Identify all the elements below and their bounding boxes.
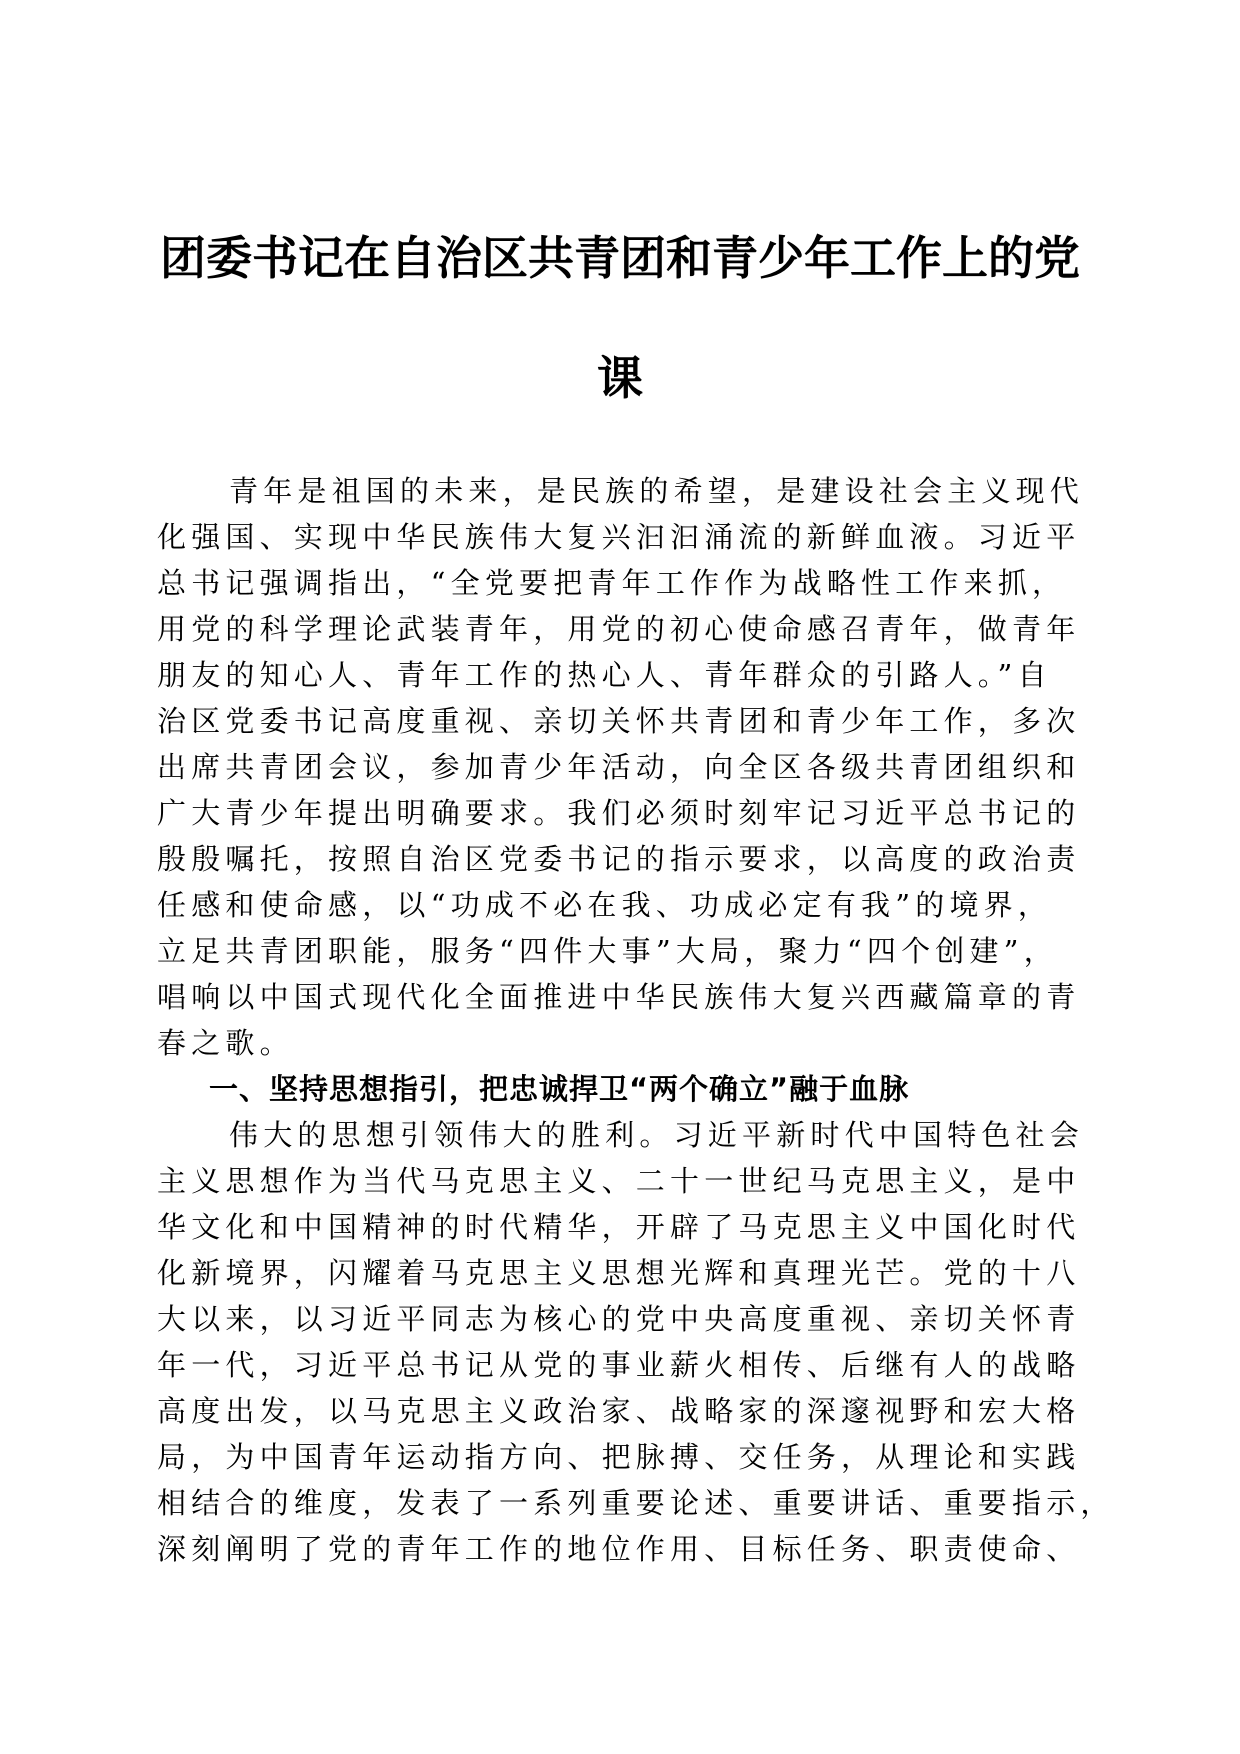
paragraph-line: 相结合的维度，发表了一系列重要论述、重要讲话、重要指示，	[157, 1486, 1115, 1520]
paragraph-line: 化强国、实现中华民族伟大复兴汩汩涌流的新鲜血液。习近平	[157, 520, 1081, 554]
paragraph-line: 朋友的知心人、青年工作的热心人、青年群众的引路人。”自	[157, 658, 1052, 692]
paragraph-line: 伟大的思想引领伟大的胜利。习近平新时代中国特色社会	[229, 1118, 1085, 1152]
document-title-line-2: 课	[597, 351, 643, 405]
paragraph-line: 主义思想作为当代马克思主义、二十一世纪马克思主义，是中	[157, 1164, 1081, 1198]
document-title-line-1: 团委书记在自治区共青团和青少年工作上的党	[160, 231, 1080, 285]
paragraph-line: 殷殷嘱托，按照自治区党委书记的指示要求，以高度的政治责	[157, 842, 1081, 876]
paragraph-line: 广大青少年提出明确要求。我们必须时刻牢记习近平总书记的	[157, 796, 1081, 830]
paragraph-line: 出席共青团会议，参加青少年活动，向全区各级共青团组织和	[157, 750, 1081, 784]
paragraph-line: 局，为中国青年运动指方向、把脉搏、交任务，从理论和实践	[157, 1440, 1081, 1474]
paragraph-line: 青年是祖国的未来，是民族的希望，是建设社会主义现代	[229, 474, 1085, 508]
section-heading: 一、坚持思想指引，把忠诚捍卫“两个确立”融于血脉	[209, 1072, 910, 1106]
paragraph-line: 春之歌。	[157, 1026, 294, 1060]
paragraph-line: 治区党委书记高度重视、亲切关怀共青团和青少年工作，多次	[157, 704, 1081, 738]
paragraph-line: 华文化和中国精神的时代精华，开辟了马克思主义中国化时代	[157, 1210, 1081, 1244]
paragraph-line: 用党的科学理论武装青年，用党的初心使命感召青年，做青年	[157, 612, 1081, 646]
paragraph-line: 任感和使命感，以“功成不必在我、功成必定有我”的境界，	[157, 888, 1053, 922]
document-body	[157, 468, 1115, 1572]
paragraph-line: 化新境界，闪耀着马克思主义思想光辉和真理光芒。党的十八	[157, 1256, 1081, 1290]
paragraph-line: 深刻阐明了党的青年工作的地位作用、目标任务、职责使命、	[157, 1532, 1081, 1566]
paragraph-line: 总书记强调指出，“全党要把青年工作作为战略性工作来抓，	[157, 566, 1067, 600]
paragraph-line: 立足共青团职能，服务“四件大事”大局，聚力“四个创建”，	[157, 934, 1058, 968]
paragraph-line: 唱响以中国式现代化全面推进中华民族伟大复兴西藏篇章的青	[157, 980, 1081, 1014]
paragraph-line: 年一代，习近平总书记从党的事业薪火相传、后继有人的战略	[157, 1348, 1081, 1382]
paragraph-line: 高度出发，以马克思主义政治家、战略家的深邃视野和宏大格	[157, 1394, 1081, 1428]
paragraph-line: 大以来，以习近平同志为核心的党中央高度重视、亲切关怀青	[157, 1302, 1081, 1336]
